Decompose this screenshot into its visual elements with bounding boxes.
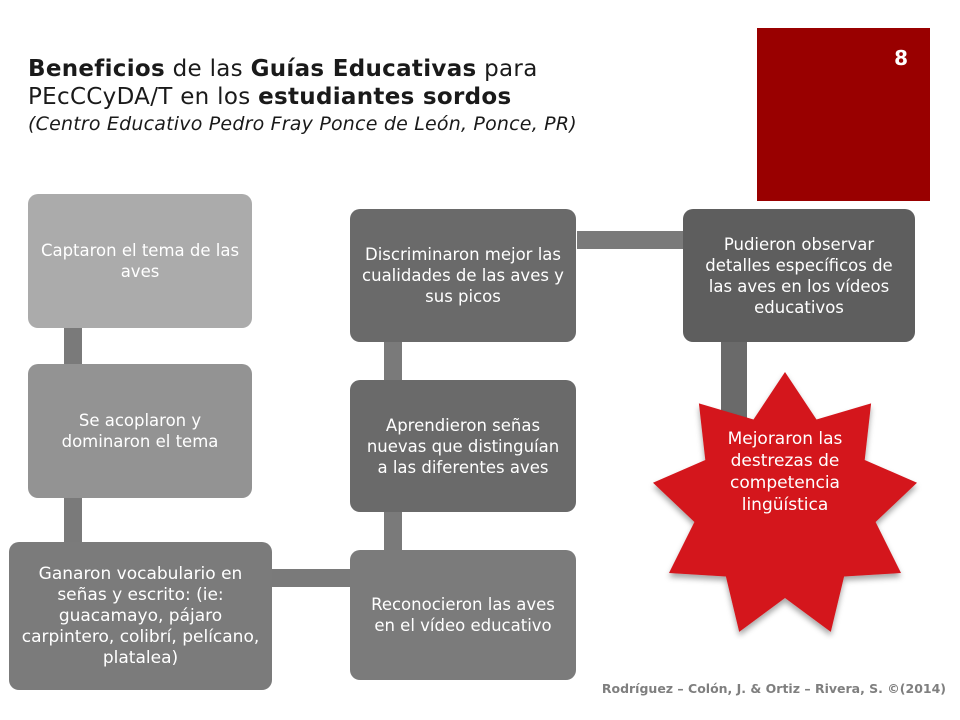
- step-box-1: Captaron el tema de las aves: [28, 194, 252, 328]
- connector-step2-step3: [64, 498, 82, 542]
- title-segment: PEcCCyDA/T en los: [28, 84, 259, 110]
- red-panel: [757, 28, 930, 201]
- connector-step4-step5: [384, 512, 402, 550]
- slide-number: 8: [894, 46, 908, 70]
- step-box-3: Ganaron vocabulario en señas y escrito: (ie: guacamayo, pájaro carpintero, colibrí, pelícano, platalea): [9, 542, 272, 690]
- title-line-2: [28, 83, 748, 111]
- title-segment: Beneficios: [28, 56, 166, 82]
- step-box-6: Discriminaron mejor las cualidades de las aves y sus picos: [350, 209, 576, 342]
- step-box-2: Se acoplaron y dominaron el tema: [28, 364, 252, 498]
- step-box-5: Aprendieron señas nuevas que distinguían a las diferentes aves: [350, 380, 576, 512]
- title-segment: para: [476, 56, 538, 82]
- title-segment: de las: [165, 56, 251, 82]
- title-segment: Guías Educativas: [250, 56, 477, 82]
- title-segment: estudiantes sordos: [258, 84, 512, 110]
- step-box-7: Pudieron observar detalles específicos de las aves en los vídeos educativos: [683, 209, 915, 342]
- credit: Rodríguez – Colón, J. & Ortiz – Rivera, S. ©(2014): [601, 681, 946, 696]
- result-text: Mejoraron las destrezas de competencia lingüística: [727, 429, 843, 515]
- connector-step6-step7: [577, 231, 683, 249]
- connector-step1-step2: [64, 328, 82, 364]
- connector-step3-step4: [272, 569, 350, 587]
- title-line-1: [28, 55, 748, 83]
- connector-step5-step6: [384, 342, 402, 380]
- title-block: [28, 55, 748, 137]
- step-box-4: Reconocieron las aves en el vídeo educativo: [350, 550, 576, 680]
- subtitle: (Centro Educativo Pedro Fray Ponce de León, Ponce, PR): [28, 113, 577, 135]
